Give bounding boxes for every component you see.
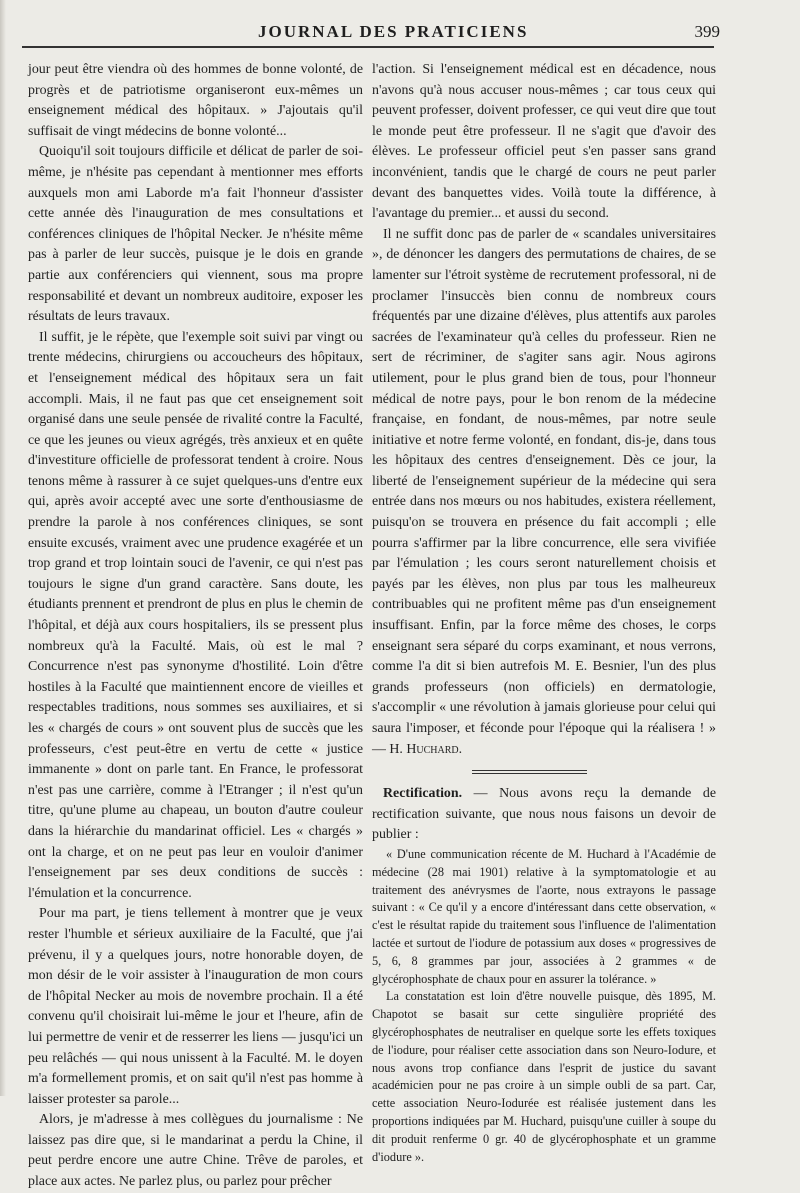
paragraph: jour peut être viendra où des hommes de bonne volonté, de progrès et de patriotisme organiseront eux-mêmes un enseignement médical des hôpitaux. » J'ajoutais qu'il suffisait de vingt médecins de bonne volonté... [28, 62, 363, 139]
rectification-intro-text: — Nous avons reçu la demande de rectification suivante, que nous nous faisons un devoir de publier : [372, 786, 716, 843]
page-header [28, 14, 720, 44]
paragraph-text: Il ne suffit donc pas de parler de « scandales universitaires », de dénoncer les dangers des permutations de chaires, de se lamenter sur l'étroit système de recrutement professoral, ni de proclamer l'insuccès bien connu de nombreux cours fréquentés par une dizaine d'élèves, plus attentifs aux paroles sacrées de l'examinateur qu'à celles du professeur. Rien ne sert de récriminer, de s'agiter sans agir. Nous agirons utilement, pour le plus grand bien de tous, pour l'honneur médical de notre pays, pour le bon renom de la médecine française, en fondant, de nous-mêmes, par notre seule initiative et notre ferme volonté, en fondant, dis-je, dans tous les hôpitaux des centres d'enseignement. Dès ce jour, la liberté de l'enseignement supérieur de la médecine qui sera entrée dans nos mœurs ou nos habitudes, existera réellement, puisqu'on se trouvera en présence du fait accompli ; elle pourra s'affirmer par la libre concurrence, elle sera vivifiée par l'émulation ; les cours seront naturellement choisis et payés par les élèves, non plus par tous les malheureux contribuables qui ne profitent même pas d'un enseignement insuffisant. Enfin, par la force même des choses, le corps enseignant sera séparé du corps examinant, et nous verrons, comme l'a dit si bien autrefois M. E. Besnier, l'un des plus grands professeurs (non officiels) en dermatologie, s'accomplir « une révolution à jamais glorieuse pour celui qui saura l'imposer, et féconde pour l'époque qui la réalisera ! » — [372, 226, 716, 757]
section-divider [472, 770, 587, 774]
journal-title: JOURNAL DES PRATICIENS [258, 22, 529, 41]
paragraph: Il suffit, je le répète, que l'exemple soit suivi par vingt ou trente médecins, chirurgiens ou accoucheurs des hôpitaux, et l'enseignement médical des hôpitaux sera un fait accompli. Mais, il ne faut pas que cet enseignement soit organisé dans une seule pensée de rivalité contre la Faculté, ce que les jeunes ou vieux agrégés, très anxieux et en quête d'investiture officielle de professorat tendent à croire. Nous tenons même à rassurer à ce sujet quelques-uns d'entre eux qui, après avoir accepté avec une sorte d'enthousiasme de prendre la parole à nos conférences cliniques, se sont ensuite excusés, vraiment avec une prudence exagérée et un trop grand et trop lointain souci de l'avenir, ce qui n'est pas toujours le signe d'un grand caractère. Sans doute, les étudiants prennent et prendront de plus en plus le chemin de l'hôpital, et déjà aux cours hospitaliers, ils se pressent plus nombreux qu'à la Faculté. Mais, où est le mal ? Concurrence n'est pas synonyme d'hostilité. Loin d'être hostiles à la Faculté que maintiennent encore de vieilles et respectables traditions, nous sommes ses auxiliaires, et si les « chargés de cours » ont souvent plus de succès que les professeurs, c'est peut-être en vertu de cette « justice immanente » dont on parle tant. En France, le professorat n'est pas une carrière, comme à l'Etranger ; il n'est qu'un titre, qu'une plume au chapeau, un bouton d'autre couleur dans la hiérarchie du mandarinat officiel. Les « chargés » ont la charge, et on ne peut pas leur en vouloir d'animer l'enseignement par ses deux conditions de succès : l'émulation et la concurrence. [28, 329, 363, 901]
paragraph: Alors, je m'adresse à mes collègues du journalisme : Ne laissez pas dire que, si le mandarinat a perdu la Chine, il peut perdre encore une autre Chine. Trêve de paroles, et place aux actes. Ne parlez plus, ou parlez pour prêcher [28, 1112, 363, 1190]
page-spine-shadow [0, 0, 6, 1096]
page-number: 399 [694, 22, 720, 41]
header-rule [22, 46, 714, 48]
paragraph: La constatation est loin d'être nouvelle puisque, dès 1895, M. Chapotot se basait sur cette singulière propriété des glycérophosphates de neutraliser en quelque sorte les effets toxiques de l'iodure, pour réaliser cette association dans son Neuro-Iodure, et nous avons trop confiance dans l'esprit de justice du savant académicien pour ne pas croire à un simple oubli de sa part. Car, cette association Neuro-Iodurée est réalisée justement dans les proportions indiquées par M. Huchard, puisqu'une cuiller à soupe du dit produit renferme 0 gr. 40 de glycérophosphate et un gramme d'iodure ». [372, 989, 716, 1164]
author-signature: H. Huchard. [389, 741, 463, 757]
rectification-heading: Rectification. [383, 786, 463, 802]
right-column [372, 60, 716, 1166]
paragraph: Pour ma part, je tiens tellement à montrer que je veux rester l'humble et sérieux auxiliaire de la Faculté, que j'ai prévenu, il y a quelques jours, notre honorable doyen, de mon désir de le voir assister à l'inauguration de mon cours de l'hôpital Necker au mois de novembre prochain. Il a été convenu qu'il choisirait lui-même le jour et l'heure, afin de lui permettre de venir et de resserrer les liens — jusqu'ici un peu relâchés — qui nous unissent à la Faculté. M. le doyen m'a formellement promis, et on sait qu'il n'est pas homme à laisser protester sa parole... [28, 906, 363, 1107]
left-column [28, 60, 363, 1193]
paragraph: « D'une communication récente de M. Huchard à l'Académie de médecine (28 mai 1901) relative à la symptomatologie et au traitement des anévrysmes de l'aorte, nous extrayons le passage suivant : « Ce qu'il y a encore d'intéressant dans cette observation, « c'est le résultat rapide du traitement sous l'influence de l'alimentation lactée et surtout de l'iodure de potassium aux doses « progressives de 5, 6, 8 grammes par jour, associées à 2 grammes « de glycérophosphate de chaux pour en assurer la tolérance. » [372, 846, 716, 986]
rectification-intro [372, 784, 716, 846]
rectification-letter [372, 846, 716, 1166]
paragraph [372, 225, 716, 760]
paragraph: Quoiqu'il soit toujours difficile et délicat de parler de soi-même, je n'hésite pas cependant à mentionner mes efforts auxquels mon ami Laborde m'a fait l'honneur d'assister cette année dès l'inauguration de mes consultations et conférences cliniques de l'hôpital Necker. Je n'hésite même pas à parler de leur succès, puisque je le dois en grande partie aux conférenciers qui viennent, sous ma propre responsabilité et devant un nombreux auditoire, exposer les résultats de leurs travaux. [28, 144, 363, 325]
paragraph: l'action. Si l'enseignement médical est en décadence, nous n'avons qu'à nous accuser nous-mêmes ; car tous ceux qui peuvent professer, doivent professer, ce qui veut dire que tout le monde peut être professeur. Il ne s'agit que d'avoir des élèves. Le professeur officiel peut s'en passer sans grand inconvénient, tandis que le chargé de cours ne peut parler devant des banquettes vides. Voilà toute la différence, à l'avantage du premier... et aussi du second. [372, 62, 716, 222]
